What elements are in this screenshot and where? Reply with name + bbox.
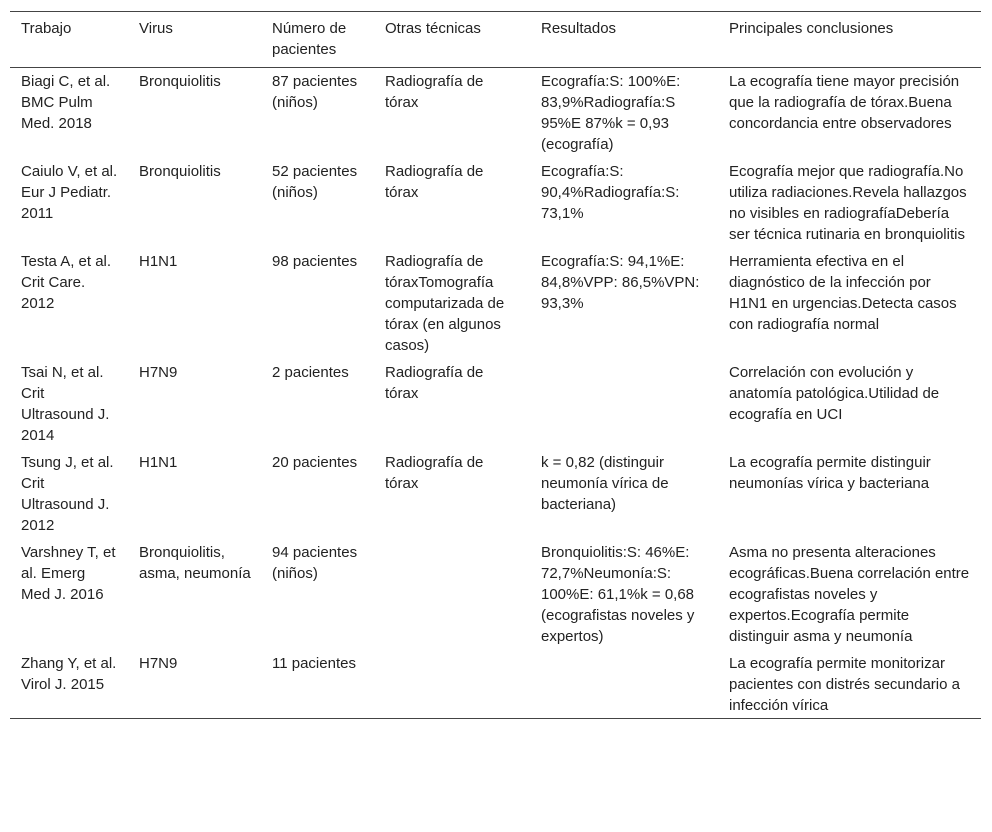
cell-conclusiones: La ecografía permite monitorizar pacientes con distrés secundario a infección vírica — [729, 655, 960, 714]
cell-pacientes: 20 pacientes — [272, 454, 358, 471]
cell-conclusiones: Asma no presenta alteraciones ecográficas.Buena correlación entre ecografistas noveles y expertos.Ecografía permite distinguir asma y neumonía — [729, 544, 970, 645]
cell-conclusiones: La ecografía permite distinguir neumonías vírica y bacteriana — [729, 454, 931, 492]
header-row — [10, 12, 981, 68]
table-row — [10, 649, 981, 719]
table-header — [10, 12, 981, 68]
cell-pacientes: 11 pacientes — [272, 655, 356, 672]
cell-conclusiones: La ecografía tiene mayor precisión que la radiografía de tórax.Buena concordancia entre observadores — [729, 73, 960, 132]
header-resultados: Resultados — [541, 20, 617, 37]
cell-trabajo: Tsai N, et al. Crit Ultrasound J. 2014 — [21, 364, 110, 444]
cell-trabajo: Zhang Y, et al. Virol J. 2015 — [21, 655, 117, 693]
table-body — [10, 68, 981, 719]
cell-tecnicas: Radiografía de tórax — [385, 454, 484, 492]
studies-table-container — [10, 11, 981, 719]
cell-pacientes: 87 pacientes (niños) — [272, 73, 358, 111]
cell-tecnicas: Radiografía de tórax — [385, 73, 484, 111]
header-numero-pacientes: Número de pacientes — [272, 20, 347, 58]
cell-conclusiones: Ecografía mejor que radiografía.No utiliza radiaciones.Revela hallazgos no visibles en radiografíaDebería ser técnica rutinaria en bronquiolitis — [729, 163, 967, 243]
cell-resultados — [530, 649, 718, 719]
cell-resultados — [530, 358, 718, 448]
cell-pacientes: 94 pacientes (niños) — [272, 544, 358, 582]
cell-resultados: Bronquiolitis:S: 46%E: 72,7%Neumonía:S: 100%E: 61,1%k = 0,68 (ecografistas noveles y expertos) — [541, 544, 695, 645]
cell-trabajo: Caiulo V, et al. Eur J Pediatr. 2011 — [21, 163, 118, 222]
cell-tecnicas — [374, 538, 530, 649]
cell-pacientes: 98 pacientes — [272, 253, 358, 270]
cell-resultados: k = 0,82 (distinguir neumonía vírica de bacteriana) — [541, 454, 669, 513]
cell-virus: Bronquiolitis — [139, 163, 221, 180]
table-row — [10, 68, 981, 158]
cell-tecnicas: Radiografía de tórax — [385, 364, 484, 402]
header-otras-tecnicas: Otras técnicas — [385, 20, 481, 37]
cell-tecnicas — [374, 649, 530, 719]
cell-conclusiones: Correlación con evolución y anatomía patológica.Utilidad de ecografía en UCI — [729, 364, 940, 423]
cell-virus: H1N1 — [139, 253, 178, 270]
cell-virus: Bronquiolitis — [139, 73, 221, 90]
table-row — [10, 448, 981, 538]
cell-virus: H1N1 — [139, 454, 178, 471]
header-conclusiones: Principales conclusiones — [729, 20, 894, 37]
header-virus: Virus — [139, 20, 173, 37]
cell-pacientes: 2 pacientes — [272, 364, 349, 381]
cell-trabajo: Tsung J, et al. Crit Ultrasound J. 2012 — [21, 454, 114, 534]
header-trabajo: Trabajo — [21, 20, 72, 37]
cell-tecnicas: Radiografía de tórax — [385, 163, 484, 201]
table-row — [10, 538, 981, 649]
table-row — [10, 247, 981, 358]
cell-resultados: Ecografía:S: 100%E: 83,9%Radiografía:S 95%E 87%k = 0,93 (ecografía) — [541, 73, 681, 153]
cell-virus: Bronquiolitis, asma, neumonía — [139, 544, 251, 582]
cell-virus: H7N9 — [139, 364, 178, 381]
cell-resultados: Ecografía:S: 94,1%E: 84,8%VPP: 86,5%VPN: 93,3% — [541, 253, 700, 312]
cell-trabajo: Testa A, et al. Crit Care. 2012 — [21, 253, 112, 312]
cell-tecnicas: Radiografía de tóraxTomografía computarizada de tórax (en algunos casos) — [385, 253, 505, 354]
cell-conclusiones: Herramienta efectiva en el diagnóstico de la infección por H1N1 en urgencias.Detecta casos con radiografía normal — [729, 253, 957, 333]
cell-trabajo: Biagi C, et al. BMC Pulm Med. 2018 — [21, 73, 111, 132]
table-row — [10, 358, 981, 448]
cell-virus: H7N9 — [139, 655, 178, 672]
table-row — [10, 157, 981, 247]
cell-pacientes: 52 pacientes (niños) — [272, 163, 358, 201]
cell-resultados: Ecografía:S: 90,4%Radiografía:S: 73,1% — [541, 163, 680, 222]
cell-trabajo: Varshney T, et al. Emerg Med J. 2016 — [21, 544, 116, 603]
studies-table — [10, 11, 981, 719]
